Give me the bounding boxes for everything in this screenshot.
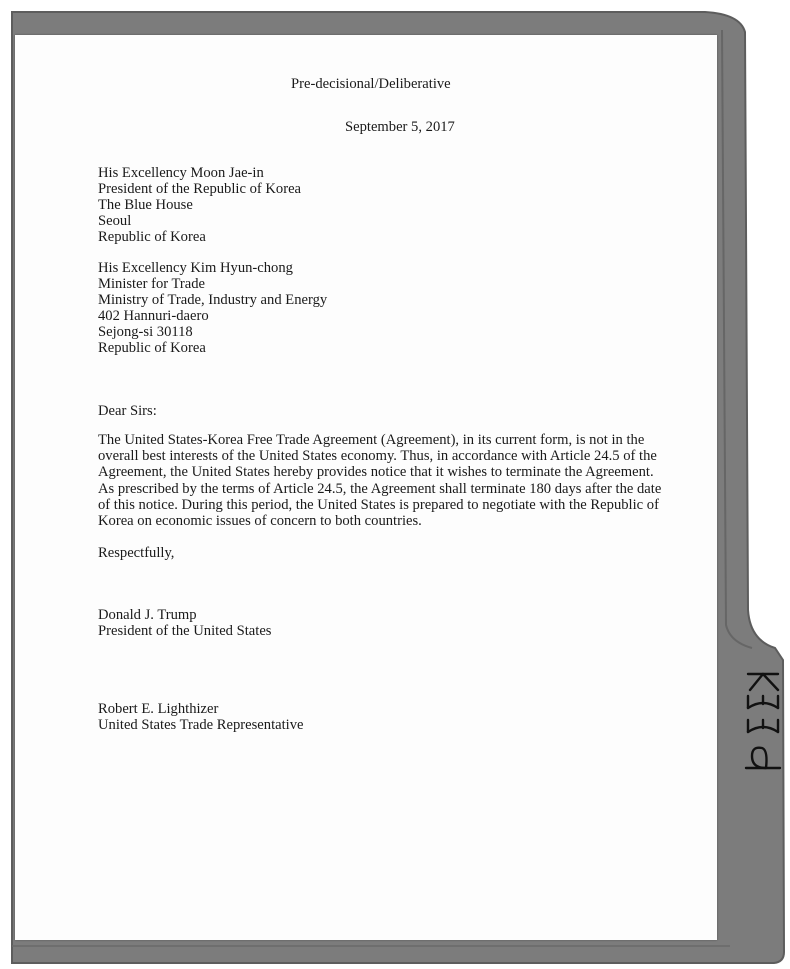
recipient-1-line: Seoul: [98, 213, 132, 229]
letter-date: September 5, 2017: [345, 119, 455, 135]
signatory-1-name: Donald J. Trump: [98, 607, 197, 623]
recipient-2-line: Republic of Korea: [98, 340, 206, 356]
body-line: of this notice. During this period, the United States is prepared to negotiate with the Republic of: [98, 496, 659, 513]
classification-marking: Pre-decisional/Deliberative: [291, 76, 451, 92]
recipient-1-line: Republic of Korea: [98, 229, 206, 245]
handwritten-keep-note: [738, 668, 788, 788]
recipient-1-line: The Blue House: [98, 197, 193, 213]
recipient-1-line: His Excellency Moon Jae-in: [98, 165, 264, 181]
salutation: Dear Sirs:: [98, 403, 157, 419]
signatory-2-title: United States Trade Representative: [98, 717, 304, 733]
body-line: overall best interests of the United States economy. Thus, in accordance with Article 24.5 of the: [98, 448, 657, 465]
recipient-2-line: Ministry of Trade, Industry and Energy: [98, 292, 328, 308]
body-line: The United States-Korea Free Trade Agreement (Agreement), in its current form, is not in the: [98, 432, 645, 448]
recipient-2-line: Minister for Trade: [98, 276, 206, 292]
recipient-2-line: Sejong-si 30118: [98, 324, 193, 340]
signatory-2-name: Robert E. Lighthizer: [98, 701, 219, 717]
recipient-2-line: His Excellency Kim Hyun-chong: [98, 260, 293, 276]
recipient-1-line: President of the Republic of Korea: [98, 181, 302, 197]
body-line: As prescribed by the terms of Article 24.5, the Agreement shall terminate 180 days after the date: [98, 480, 662, 497]
signatory-1-title: President of the United States: [98, 623, 272, 639]
recipient-2-line: 402 Hannuri-daero: [98, 308, 209, 324]
closing: Respectfully,: [98, 545, 175, 561]
letter-body: [98, 432, 662, 530]
body-line: Korea on economic issues of concern to both countries.: [98, 513, 422, 530]
body-line: Agreement, the United States hereby provides notice that it wishes to terminate the Agreement.: [98, 464, 654, 481]
